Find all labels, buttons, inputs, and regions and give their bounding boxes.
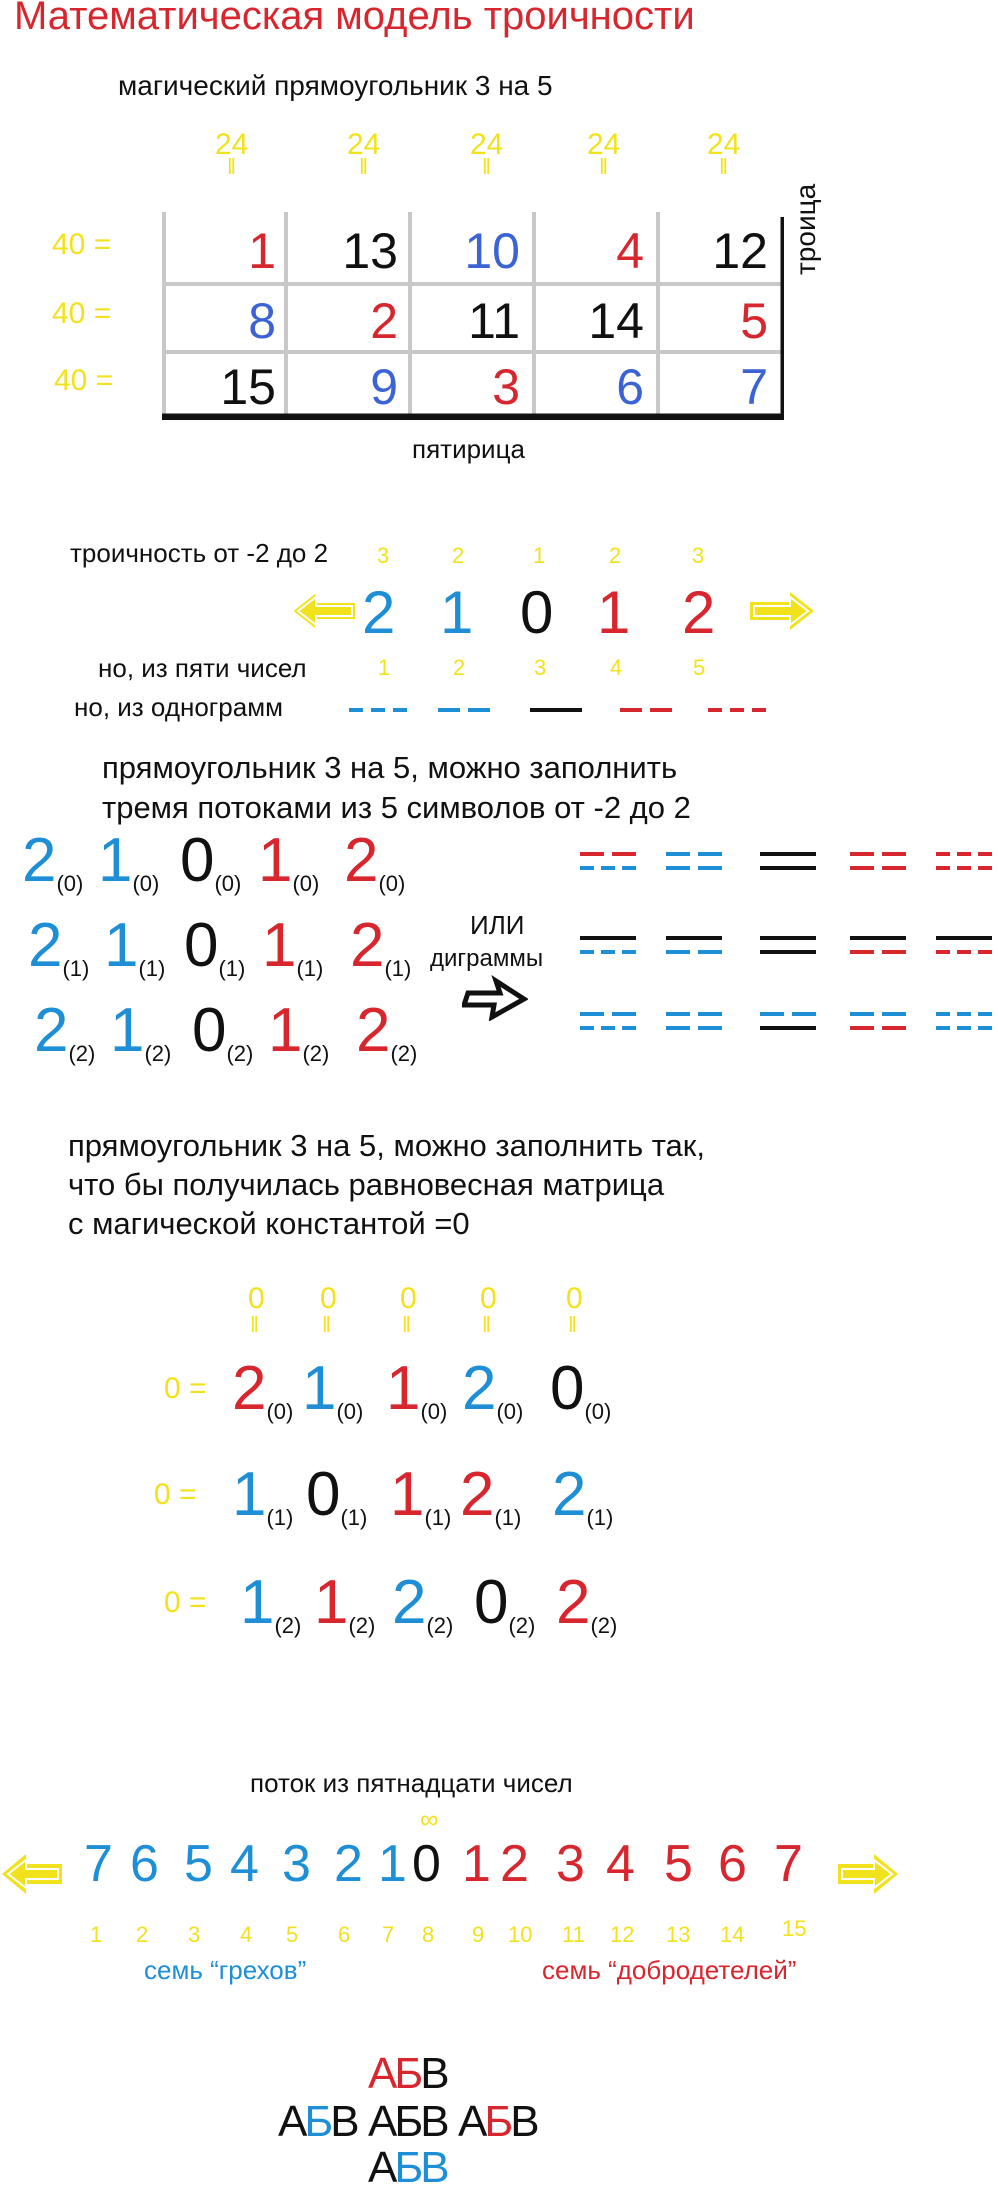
left-arrow-icon	[0, 1850, 64, 1898]
stream-subscript: (1)	[296, 956, 324, 981]
stream-digit: 2	[334, 1835, 363, 1893]
digram-stroke	[957, 1012, 971, 1016]
grid-cell: 8	[248, 293, 276, 349]
ternary-digit: 0	[520, 579, 554, 646]
zero-column-sum: 0	[480, 1282, 497, 1315]
digram-stroke	[622, 950, 636, 954]
monogram-dash	[730, 708, 744, 712]
letter: В	[420, 2143, 447, 2192]
row-sum: 40 =	[52, 228, 112, 261]
matrix-symbol	[460, 1460, 522, 1531]
column-sum-equals: ‖	[719, 154, 727, 179]
ternary-top-number: 3	[692, 543, 705, 568]
stream-symbol	[344, 826, 406, 897]
grid-cell: 5	[740, 293, 768, 349]
stream-digit: 3	[556, 1835, 585, 1893]
digram-stroke	[698, 866, 722, 870]
digram-stroke	[760, 1012, 784, 1016]
digram-stroke	[957, 866, 971, 870]
matrix-symbol	[552, 1460, 614, 1531]
zero-column-sum-equals: ‖	[402, 1312, 412, 1337]
stream-symbol	[110, 996, 172, 1067]
label-troitsa-text: троица	[790, 183, 821, 275]
matrix-digit: 0	[474, 1568, 509, 1637]
monogram-dash	[438, 708, 460, 712]
matrix-digit: 1	[390, 1460, 425, 1529]
stream-position: 8	[422, 1922, 435, 1947]
stream-digit: 6	[130, 1835, 159, 1893]
stream-digit: 2	[356, 996, 391, 1065]
digram-stroke	[666, 936, 722, 940]
abv-right	[458, 2097, 537, 2146]
digram-stroke	[666, 866, 690, 870]
matrix-symbol	[550, 1354, 612, 1425]
matrix-digit: 2	[462, 1354, 497, 1423]
grid-cell: 4	[616, 223, 644, 279]
digram-stroke	[698, 1026, 722, 1030]
monogram-dash	[371, 708, 385, 712]
stream-position: 7	[382, 1922, 395, 1947]
stream-subscript: (0)	[56, 871, 84, 896]
letter: В	[420, 2097, 447, 2146]
stream-digit: 2	[500, 1835, 529, 1893]
stream-position: 9	[472, 1922, 485, 1947]
zero-column-sum: 0	[248, 1282, 265, 1315]
column-sum-equals: ‖	[359, 154, 367, 179]
digram-stroke	[957, 1026, 971, 1030]
matrix-symbol	[390, 1460, 452, 1531]
stream-symbol	[104, 911, 166, 982]
digram-stroke	[580, 852, 604, 856]
stream-digit: 6	[718, 1835, 747, 1893]
matrix-digit: 1	[232, 1460, 267, 1529]
grid-cell: 3	[492, 359, 520, 415]
digram-stroke	[957, 950, 971, 954]
monogram-dash	[393, 708, 407, 712]
matrix-digit: 2	[392, 1568, 427, 1637]
ternary-top-number: 2	[609, 543, 622, 568]
stream-digit: 1	[378, 1835, 407, 1893]
matrix-digit: 2	[556, 1568, 591, 1637]
left-arrow-icon	[290, 588, 360, 634]
digram-stroke	[601, 1026, 615, 1030]
matrix-digit: 1	[302, 1354, 337, 1423]
matrix-subscript: (1)	[266, 1505, 294, 1530]
digram-stroke	[936, 950, 950, 954]
stream-position: 4	[240, 1922, 253, 1947]
digram-stroke	[580, 950, 594, 954]
stream-digit: 1	[262, 911, 297, 980]
stream-symbol	[22, 826, 84, 897]
grid-cell: 15	[220, 359, 276, 415]
letter: Б	[394, 2143, 421, 2192]
zero-column-sum: 0	[400, 1282, 417, 1315]
matrix-subscript: (0)	[266, 1399, 294, 1424]
matrix-symbol	[314, 1568, 376, 1639]
matrix-digit: 2	[552, 1460, 587, 1529]
stream-digit: 2	[350, 911, 385, 980]
letter: А	[368, 2049, 395, 2098]
ternary-digit: 1	[597, 579, 631, 646]
grid-cell: 12	[712, 223, 768, 279]
outline-right-arrow-icon	[462, 975, 528, 1021]
matrix-subscript: (0)	[420, 1399, 448, 1424]
zero-column-sum-equals: ‖	[322, 1312, 332, 1337]
ternary-digit: 2	[682, 579, 716, 646]
zero-column-sum-equals: ‖	[482, 1312, 492, 1337]
stream-digit: 2	[22, 826, 57, 895]
stream-digit: 0	[180, 826, 215, 895]
matrix-subscript: (2)	[274, 1613, 302, 1638]
matrix-symbol	[240, 1568, 302, 1639]
grid-cell: 10	[464, 223, 520, 279]
column-sum-equals: ‖	[599, 154, 607, 179]
ternary-top-number: 3	[377, 543, 390, 568]
matrix-symbol	[232, 1460, 294, 1531]
digram-stroke	[978, 950, 992, 954]
digram-stroke	[936, 866, 950, 870]
matrix-symbol	[556, 1568, 618, 1639]
matrix-subscript: (0)	[336, 1399, 364, 1424]
section4-text-line2: что бы получилась равновесная матрица	[68, 1167, 665, 1202]
zero-column-sum: 0	[566, 1282, 583, 1315]
stream-subscript: (2)	[68, 1041, 96, 1066]
stream-symbol	[350, 911, 412, 982]
digram-stroke	[936, 936, 992, 940]
matrix-symbol	[392, 1568, 454, 1639]
label-five-numbers: но, из пяти чисел	[98, 653, 307, 683]
monogram-dash	[752, 708, 766, 712]
column-sum: 24	[347, 128, 381, 161]
stream-symbol	[34, 996, 96, 1067]
grid-cell: 13	[342, 223, 398, 279]
stream-position: 14	[720, 1922, 745, 1947]
zero-column-sum-equals: ‖	[568, 1312, 578, 1337]
matrix-subscript: (2)	[590, 1613, 618, 1638]
grid-cell: 11	[468, 293, 520, 349]
stream-subscript: (0)	[132, 871, 160, 896]
digram-stroke	[882, 1026, 906, 1030]
ternary-top-number: 2	[452, 543, 465, 568]
matrix-subscript: (0)	[496, 1399, 524, 1424]
ternary-bottom-number: 3	[534, 655, 547, 680]
label-digrams: диграммы	[430, 945, 544, 972]
label-monograms: но, из однограмм	[74, 692, 283, 722]
stream-digit: 7	[774, 1835, 803, 1893]
matrix-symbol	[306, 1460, 368, 1531]
letter: А	[368, 2143, 395, 2192]
digram-stroke	[601, 950, 615, 954]
row-sum: 40 =	[54, 364, 114, 397]
letter: А	[368, 2097, 395, 2146]
monogram-dash	[530, 708, 582, 712]
section4-text-line1: прямоугольник 3 на 5, можно заполнить так,	[68, 1128, 705, 1163]
matrix-subscript: (1)	[494, 1505, 522, 1530]
stream-digit: 1	[104, 911, 139, 980]
zero-row-sum: 0 =	[154, 1478, 197, 1511]
matrix-symbol	[474, 1568, 536, 1639]
stream-digit: 1	[258, 826, 293, 895]
digram-stroke	[601, 866, 615, 870]
stream-symbol	[180, 826, 242, 897]
right-arrow-icon	[836, 1850, 900, 1898]
stream-subscript: (0)	[378, 871, 406, 896]
stream-digit: 4	[230, 1835, 259, 1893]
zero-row-sum: 0 =	[164, 1586, 207, 1619]
abv-top	[368, 2049, 447, 2098]
matrix-subscript: (2)	[508, 1613, 536, 1638]
stream-position: 13	[666, 1922, 691, 1947]
label-pyatiritsa: пятирица	[412, 434, 525, 464]
abv-left	[278, 2097, 357, 2146]
digram-stroke	[760, 866, 816, 870]
letter: Б	[484, 2097, 511, 2146]
digram-stroke	[760, 1026, 816, 1030]
stream-subscript: (1)	[384, 956, 412, 981]
digram-stroke	[622, 866, 636, 870]
digram-stroke	[580, 1012, 604, 1016]
matrix-digit: 2	[232, 1354, 267, 1423]
letter: А	[278, 2097, 305, 2146]
page-title: Математическая модель троичности	[14, 0, 695, 38]
abv-bottom	[368, 2143, 447, 2192]
section3-text-line1: прямоугольник 3 на 5, можно заполнить	[102, 750, 678, 785]
digram-stroke	[760, 950, 816, 954]
stream-digit: 1	[110, 996, 145, 1065]
label-stream-fifteen: поток из пятнадцати чисел	[250, 1768, 573, 1798]
matrix-subscript: (0)	[584, 1399, 612, 1424]
stream-symbol	[98, 826, 160, 897]
matrix-digit: 1	[240, 1568, 275, 1637]
digram-stroke	[978, 852, 992, 856]
stream-digit: 5	[664, 1835, 693, 1893]
digram-stroke	[666, 1026, 690, 1030]
column-sum-equals: ‖	[227, 154, 235, 179]
section3-text-line2: тремя потоками из 5 символов от -2 до 2	[102, 790, 691, 825]
column-sum: 24	[215, 128, 249, 161]
stream-digit: 4	[606, 1835, 635, 1893]
label-troitsa	[790, 184, 822, 275]
digram-stroke	[792, 1012, 816, 1016]
digram-stroke	[936, 852, 950, 856]
grid-cell: 7	[740, 359, 768, 415]
stream-symbol	[28, 911, 90, 982]
zero-row-sum: 0 =	[164, 1372, 207, 1405]
digram-stroke	[850, 950, 874, 954]
matrix-subscript: (1)	[586, 1505, 614, 1530]
digram-stroke	[580, 1026, 594, 1030]
matrix-digit: 0	[306, 1460, 341, 1529]
digram-stroke	[698, 950, 722, 954]
grid-cell: 6	[616, 359, 644, 415]
stream-position: 11	[562, 1922, 585, 1947]
letter: Б	[394, 2097, 421, 2146]
matrix-symbol	[232, 1354, 294, 1425]
digram-stroke	[666, 1012, 690, 1016]
digram-stroke	[760, 852, 816, 856]
label-or: ИЛИ	[470, 910, 525, 940]
right-arrow-icon	[746, 588, 816, 634]
grid-cell: 1	[248, 223, 276, 279]
digram-stroke	[936, 1012, 950, 1016]
grid-cell: 9	[370, 359, 398, 415]
letter: Б	[394, 2049, 421, 2098]
matrix-subscript: (1)	[424, 1505, 452, 1530]
stream-position: 6	[338, 1922, 351, 1947]
ternary-digit: 1	[440, 579, 474, 646]
monogram-dash	[349, 708, 363, 712]
ternary-digit: 2	[362, 579, 396, 646]
stream-digit: 2	[344, 826, 379, 895]
stream-position: 1	[90, 1922, 103, 1947]
stream-position: 5	[286, 1922, 299, 1947]
letter: В	[510, 2097, 537, 2146]
ternary-bottom-number: 4	[610, 655, 623, 680]
stream-symbol	[184, 911, 246, 982]
matrix-subscript: (2)	[348, 1613, 376, 1638]
stream-position: 2	[136, 1922, 149, 1947]
digram-stroke	[698, 852, 722, 856]
ternary-bottom-number: 1	[378, 655, 391, 680]
magic-rectangle-subtitle: магический прямоугольник 3 на 5	[118, 70, 553, 101]
digram-stroke	[978, 1012, 992, 1016]
stream-subscript: (1)	[62, 956, 90, 981]
stream-digit: 2	[28, 911, 63, 980]
matrix-symbol	[462, 1354, 524, 1425]
digram-stroke	[580, 866, 594, 870]
digram-stroke	[760, 936, 816, 940]
digram-stroke	[612, 852, 636, 856]
digram-stroke	[850, 1026, 874, 1030]
digram-stroke	[850, 866, 874, 870]
stream-digit: 1	[98, 826, 133, 895]
digram-stroke	[622, 1026, 636, 1030]
monogram-dash	[468, 708, 490, 712]
digram-stroke	[666, 852, 690, 856]
digram-stroke	[978, 866, 992, 870]
stream-digit: 1	[462, 1835, 491, 1893]
monogram-dash	[650, 708, 672, 712]
stream-position: 15	[782, 1916, 807, 1941]
letter: А	[458, 2097, 485, 2146]
letter: В	[420, 2049, 447, 2098]
grid-cell: 14	[588, 293, 644, 349]
matrix-subscript: (2)	[426, 1613, 454, 1638]
stream-subscript: (2)	[390, 1041, 418, 1066]
stream-digit: 5	[184, 1835, 213, 1893]
grid-cell: 2	[370, 293, 398, 349]
monogram-dash	[620, 708, 642, 712]
ternary-bottom-number: 5	[693, 655, 706, 680]
column-sum: 24	[587, 128, 621, 161]
column-sum: 24	[470, 128, 504, 161]
stream-digit: 1	[268, 996, 303, 1065]
digram-stroke	[882, 852, 906, 856]
digram-stroke	[882, 950, 906, 954]
stream-symbol	[258, 826, 320, 897]
digram-stroke	[850, 936, 906, 940]
digram-stroke	[850, 1012, 874, 1016]
stream-subscript: (2)	[226, 1041, 254, 1066]
digram-stroke	[666, 950, 690, 954]
digram-stroke	[580, 936, 636, 940]
stream-symbol	[192, 996, 254, 1067]
stream-position: 12	[610, 1922, 635, 1947]
stream-digit: 7	[84, 1835, 113, 1893]
stream-position: 10	[508, 1922, 533, 1947]
stream-digit: 2	[34, 996, 69, 1065]
matrix-digit: 1	[314, 1568, 349, 1637]
stream-symbol	[268, 996, 330, 1067]
digram-stroke	[882, 1012, 906, 1016]
digram-stroke	[698, 1012, 722, 1016]
stream-symbol	[262, 911, 324, 982]
letter: В	[330, 2097, 357, 2146]
stream-digit: 0	[184, 911, 219, 980]
monogram-dash	[708, 708, 722, 712]
stream-symbol	[356, 996, 418, 1067]
stream-subscript: (2)	[144, 1041, 172, 1066]
infinity-mark: ∞	[420, 1804, 439, 1834]
stream-digit: 0	[412, 1835, 441, 1893]
digram-stroke	[957, 852, 971, 856]
label-seven-sins: семь “грехов”	[144, 1955, 307, 1985]
section4-text-line3: с магической константой =0	[68, 1206, 470, 1241]
label-ternary-range: троичность от -2 до 2	[70, 538, 329, 568]
column-sum: 24	[707, 128, 741, 161]
row-sum: 40 =	[52, 297, 112, 330]
ternary-top-number: 1	[533, 543, 546, 568]
digram-stroke	[936, 1026, 950, 1030]
column-sum-equals: ‖	[482, 154, 490, 179]
matrix-digit: 0	[550, 1354, 585, 1423]
stream-subscript: (0)	[214, 871, 242, 896]
matrix-subscript: (1)	[340, 1505, 368, 1530]
ternary-bottom-number: 2	[453, 655, 466, 680]
matrix-digit: 1	[386, 1354, 421, 1423]
stream-subscript: (0)	[292, 871, 320, 896]
magic-rectangle-grid	[162, 212, 784, 420]
zero-column-sum-equals: ‖	[250, 1312, 260, 1337]
digram-stroke	[850, 852, 874, 856]
stream-digit: 3	[282, 1835, 311, 1893]
matrix-digit: 2	[460, 1460, 495, 1529]
stream-subscript: (1)	[138, 956, 166, 981]
stream-subscript: (1)	[218, 956, 246, 981]
label-seven-virtues: семь “добродетелей”	[542, 1955, 797, 1985]
digram-stroke	[882, 866, 906, 870]
stream-position: 3	[188, 1922, 201, 1947]
stream-subscript: (2)	[302, 1041, 330, 1066]
letter: Б	[304, 2097, 331, 2146]
stream-digit: 0	[192, 996, 227, 1065]
matrix-symbol	[386, 1354, 448, 1425]
digram-stroke	[612, 1012, 636, 1016]
matrix-symbol	[302, 1354, 364, 1425]
abv-center	[368, 2097, 447, 2146]
digram-stroke	[978, 1026, 992, 1030]
zero-column-sum: 0	[320, 1282, 337, 1315]
